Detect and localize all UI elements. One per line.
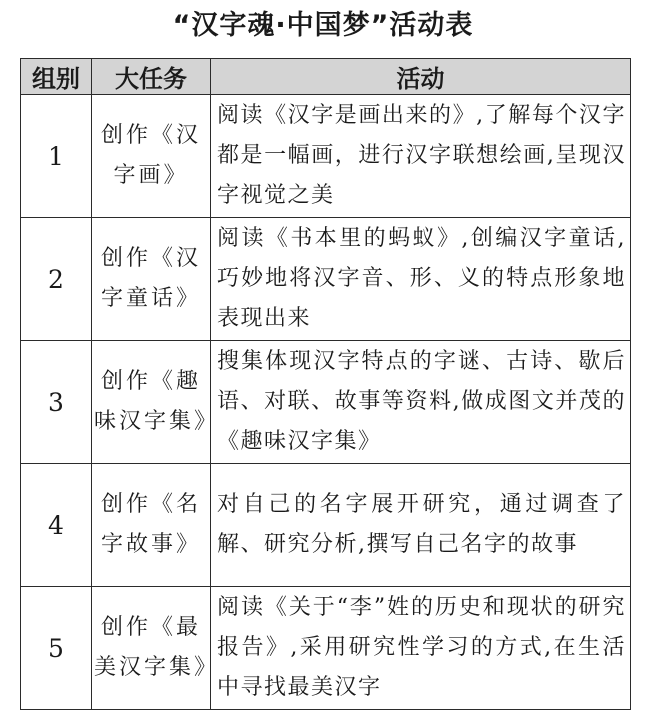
- task-cell: 创作《名字故事》: [92, 464, 211, 587]
- header-row: [21, 59, 631, 95]
- activity-cell: 对自己的名字展开研究，通过调查了解、研究分析,撰写自己名字的故事: [211, 464, 631, 587]
- header-task: 大任务: [92, 59, 211, 95]
- activity-cell: 搜集体现汉字特点的字谜、古诗、歇后语、对联、故事等资料,做成图文并茂的《趣味汉字集》: [211, 341, 631, 464]
- table-row: [21, 587, 631, 710]
- table-body: [21, 95, 631, 710]
- header-activity: 活动: [211, 59, 631, 95]
- group-cell: 3: [21, 341, 92, 464]
- table-row: [21, 464, 631, 587]
- table-title: “汉字魂·中国梦”活动表: [172, 10, 474, 41]
- activity-cell: 阅读《关于“李”姓的历史和现状的研究报告》,采用研究性学习的方式,在生活中寻找最美汉字: [211, 587, 631, 710]
- table-row: [21, 341, 631, 464]
- table-row: [21, 95, 631, 218]
- group-cell: 4: [21, 464, 92, 587]
- activity-cell: 阅读《汉字是画出来的》,了解每个汉字都是一幅画，进行汉字联想绘画,呈现汉字视觉之美: [211, 95, 631, 218]
- group-cell: 5: [21, 587, 92, 710]
- header-group: 组别: [21, 59, 92, 95]
- task-cell: 创作《汉字童话》: [92, 218, 211, 341]
- activity-cell: 阅读《书本里的蚂蚁》,创编汉字童话,巧妙地将汉字音、形、义的特点形象地表现出来: [211, 218, 631, 341]
- task-cell: 创作《最美汉字集》: [92, 587, 211, 710]
- group-cell: 1: [21, 95, 92, 218]
- task-cell: 创作《汉字画》: [92, 95, 211, 218]
- table-row: [21, 218, 631, 341]
- group-cell: 2: [21, 218, 92, 341]
- task-cell: 创作《趣味汉字集》: [92, 341, 211, 464]
- table-header: [21, 59, 631, 95]
- activity-table: [20, 58, 631, 710]
